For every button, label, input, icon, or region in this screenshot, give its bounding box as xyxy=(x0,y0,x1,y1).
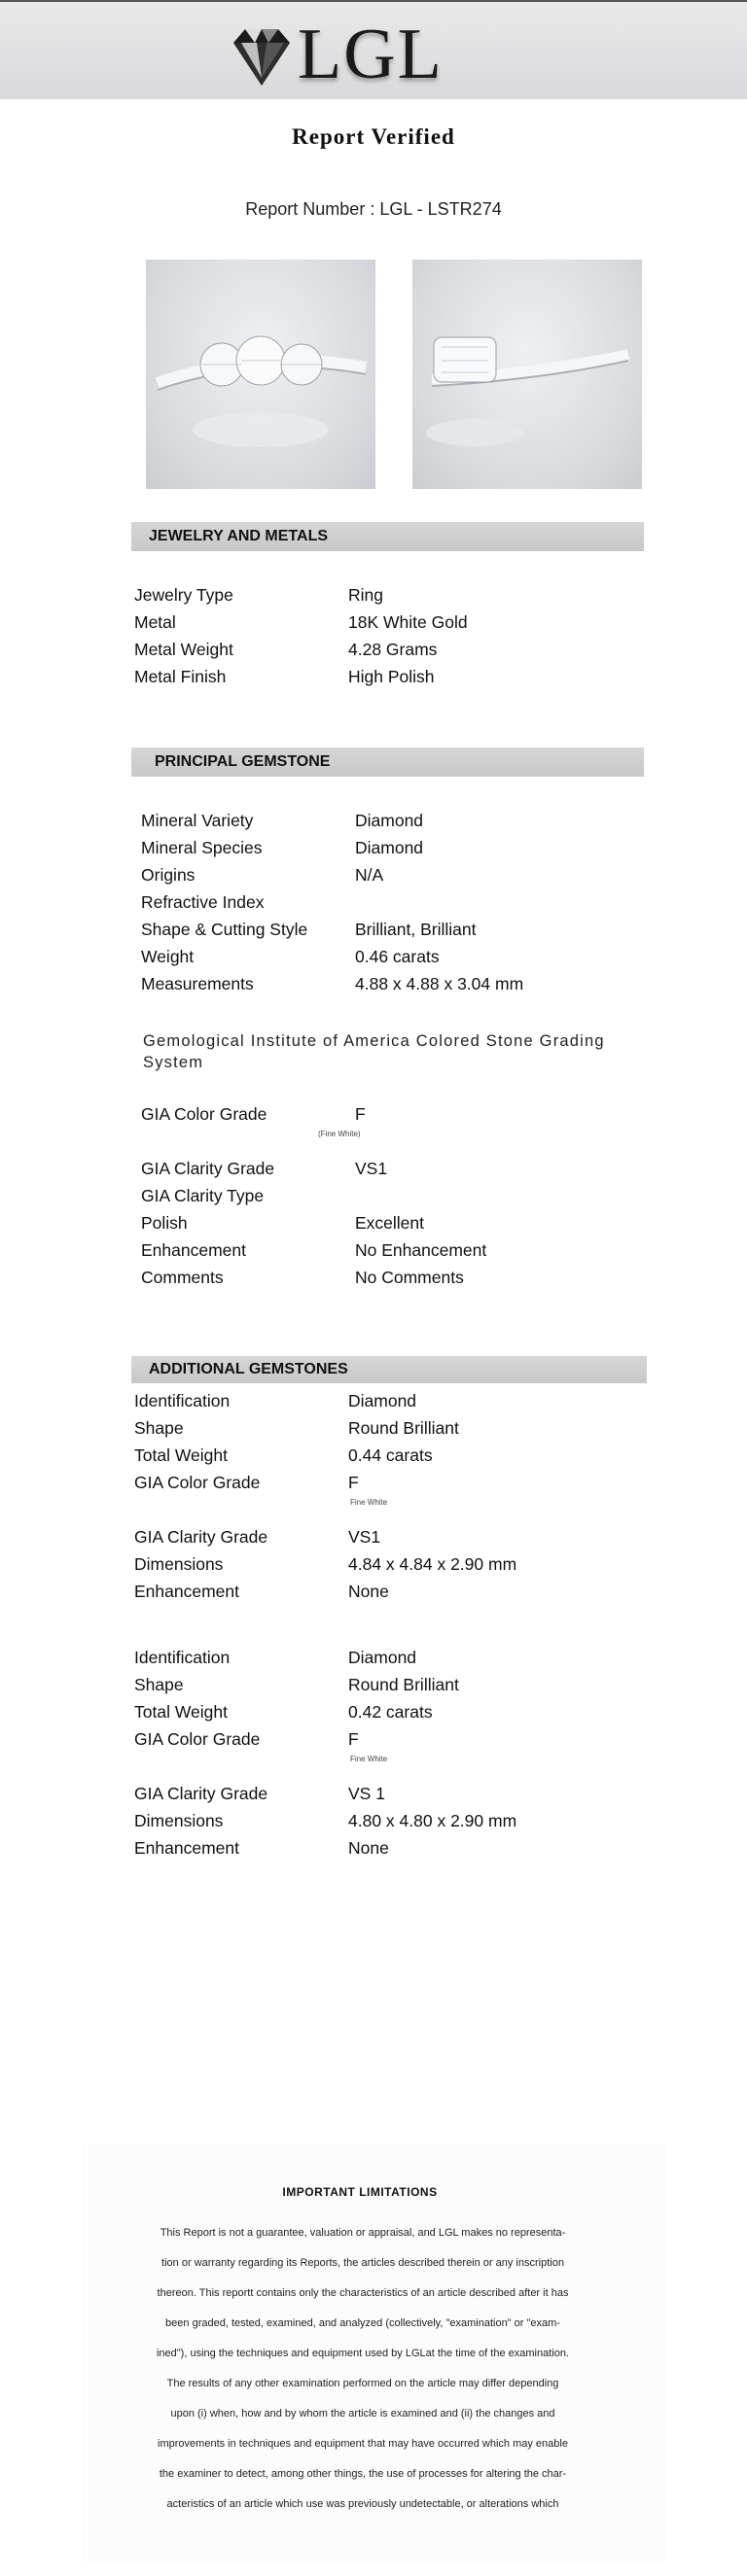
origins-label: Origins xyxy=(141,865,196,885)
gia-clarity-grade-value: VS1 xyxy=(355,1159,388,1178)
principal-section-heading: PRINCIPAL GEMSTONE xyxy=(131,748,644,777)
limitations-line: thereon. This reportt contains only the characteristics of an article described after it has xyxy=(157,2287,569,2299)
gia-clarity-type-label: GIA Clarity Type xyxy=(141,1186,265,1205)
shape-value: Round Brilliant xyxy=(348,1675,459,1694)
limitations-line: ined"), using the techniques and equipment used by LGLat the time of the examination. xyxy=(156,2348,569,2359)
limitations-line: acteristics of an article which use was previously undetectable, or alterations which xyxy=(166,2498,559,2510)
limitations-heading: IMPORTANT LIMITATIONS xyxy=(282,2185,438,2199)
limitations-text xyxy=(105,2218,621,2520)
jewelry-type-label: Jewelry Type xyxy=(134,585,233,605)
identification-label: Identification xyxy=(134,1391,231,1410)
lgl-logo xyxy=(228,15,490,94)
metal-value: 18K White Gold xyxy=(348,612,468,632)
enhancement-value: None xyxy=(348,1582,389,1601)
metal-finish-value: High Polish xyxy=(348,667,435,686)
mineral-species-label: Mineral Species xyxy=(141,838,263,857)
metal-weight-label: Metal Weight xyxy=(134,640,233,659)
measurements-label: Measurements xyxy=(141,974,254,993)
limitations-line: tion or warranty regarding its Reports, the articles described therein or any inscription xyxy=(161,2257,564,2269)
additional-section-heading: ADDITIONAL GEMSTONES xyxy=(131,1356,647,1383)
comments-value: No Comments xyxy=(355,1268,464,1287)
gia-color-grade-label: GIA Color Grade xyxy=(134,1729,261,1749)
shape-cutting-label: Shape & Cutting Style xyxy=(141,920,308,939)
enhancement-label: Enhancement xyxy=(134,1838,239,1858)
shape-label: Shape xyxy=(134,1675,184,1694)
limitations-line: upon (i) when, how and by whom the article is examined and (ii) the changes and xyxy=(170,2408,555,2419)
measurements-value: 4.88 x 4.88 x 3.04 mm xyxy=(355,974,524,993)
limitations-line: This Report is not a guarantee, valuation or appraisal, and LGL makes no representa- xyxy=(160,2227,566,2239)
gia-color-grade-label: GIA Color Grade xyxy=(134,1473,261,1492)
enhancement-label: Enhancement xyxy=(134,1582,239,1601)
identification-label: Identification xyxy=(134,1648,231,1667)
weight-label: Weight xyxy=(141,947,195,966)
shape-label: Shape xyxy=(134,1418,184,1438)
dimensions-label: Dimensions xyxy=(134,1811,224,1830)
polish-label: Polish xyxy=(141,1213,188,1233)
logo-text: LGL xyxy=(298,15,444,94)
mineral-species-value: Diamond xyxy=(355,838,424,857)
enhancement-value: No Enhancement xyxy=(355,1240,487,1260)
total-weight-value: 0.42 carats xyxy=(348,1702,433,1722)
limitations-line: The results of any other examination performed on the article may differ depending xyxy=(166,2378,559,2389)
shape-cutting-value: Brilliant, Brilliant xyxy=(355,920,477,939)
enhancement-value: None xyxy=(348,1838,389,1858)
refractive-index-label: Refractive Index xyxy=(141,892,265,912)
limitations-line: been graded, tested, examined, and analyzed (collectively, "examination" or "exam- xyxy=(165,2317,560,2329)
ring-photo-front xyxy=(146,260,375,489)
gia-clarity-grade-value: VS 1 xyxy=(348,1784,385,1803)
gia-clarity-grade-label: GIA Clarity Grade xyxy=(141,1159,275,1178)
metal-label: Metal xyxy=(134,612,176,632)
jewelry-section-heading: JEWELRY AND METALS xyxy=(131,522,644,551)
color-grade-note: Fine White xyxy=(350,1755,388,1763)
diamond-icon xyxy=(228,23,296,91)
color-grade-note: Fine White xyxy=(350,1498,388,1507)
dimensions-label: Dimensions xyxy=(134,1554,224,1574)
gia-clarity-grade-label: GIA Clarity Grade xyxy=(134,1784,268,1803)
report-number: Report Number : LGL - LSTR274 xyxy=(245,199,502,219)
gia-color-grade-label: GIA Color Grade xyxy=(141,1104,267,1124)
mineral-variety-value: Diamond xyxy=(355,811,424,830)
total-weight-label: Total Weight xyxy=(134,1702,228,1722)
grading-system-text: Gemological Institute of America Colored Stone Grading System xyxy=(143,1032,605,1071)
gia-color-grade-value: F xyxy=(348,1473,359,1492)
weight-value: 0.46 carats xyxy=(355,947,440,966)
gia-clarity-grade-label: GIA Clarity Grade xyxy=(134,1527,268,1547)
total-weight-value: 0.44 carats xyxy=(348,1445,433,1465)
polish-value: Excellent xyxy=(355,1213,425,1233)
identification-value: Diamond xyxy=(348,1648,417,1667)
gia-color-grade-value: F xyxy=(355,1104,366,1124)
dimensions-value: 4.84 x 4.84 x 2.90 mm xyxy=(348,1554,517,1574)
dimensions-value: 4.80 x 4.80 x 2.90 mm xyxy=(348,1811,517,1830)
comments-label: Comments xyxy=(141,1268,224,1287)
jewelry-type-value: Ring xyxy=(348,585,383,605)
ring-photo-side xyxy=(412,260,642,489)
metal-weight-value: 4.28 Grams xyxy=(348,640,438,659)
limitations-line: improvements in techniques and equipment that may have occurred which may enable xyxy=(158,2438,568,2450)
identification-value: Diamond xyxy=(348,1391,417,1410)
limitations-line: the examiner to detect, among other things, the use of processes for altering the char- xyxy=(159,2468,567,2480)
origins-value: N/A xyxy=(355,865,384,885)
shape-value: Round Brilliant xyxy=(348,1418,459,1438)
total-weight-label: Total Weight xyxy=(134,1445,228,1465)
page-title: Report Verified xyxy=(292,124,455,149)
color-grade-note: (Fine White) xyxy=(318,1130,361,1138)
enhancement-label: Enhancement xyxy=(141,1240,246,1260)
gia-clarity-grade-value: VS1 xyxy=(348,1527,381,1547)
mineral-variety-label: Mineral Variety xyxy=(141,811,254,830)
header-band xyxy=(0,2,747,99)
metal-finish-label: Metal Finish xyxy=(134,667,227,686)
gia-color-grade-value: F xyxy=(348,1729,359,1749)
